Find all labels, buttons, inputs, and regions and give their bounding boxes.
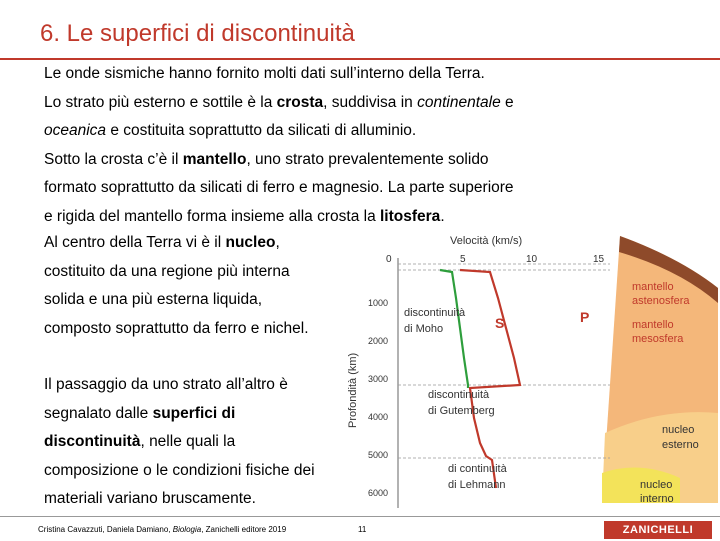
x-tick-15: 15 — [593, 254, 605, 265]
text-span: Lo strato più esterno e sottile è la — [44, 93, 277, 111]
velocity-axis-label: Velocità (km/s) — [450, 235, 523, 247]
y-tick-3000: 3000 — [368, 374, 389, 384]
lehmann-label-line2: di Lehmann — [448, 479, 506, 491]
gutenberg-label-line2: di Gutemberg — [428, 405, 495, 417]
y-tick-6000: 6000 — [368, 488, 389, 498]
text-span: , uno strato prevalentemente solido — [246, 150, 489, 168]
text-line: Il passaggio da uno strato all’altro è — [44, 376, 288, 393]
moho-label-line1: discontinuità — [404, 307, 466, 319]
p-wave-curve — [460, 270, 520, 488]
text-span: , — [275, 234, 280, 251]
text-line — [44, 428, 364, 457]
lehmann-label-line1: di continuità — [448, 463, 507, 475]
text-line — [44, 229, 364, 258]
x-tick-0: 0 — [386, 254, 392, 265]
text-span: Cristina Cavazzuti, Daniela Damiano, — [38, 525, 173, 534]
text-line: solida e una più esterna liquida, — [44, 291, 263, 308]
layer-astenosfera-line1: mantello — [632, 281, 674, 293]
page-number: 11 — [358, 525, 367, 534]
depth-axis-label: Profondità (km) — [347, 352, 359, 428]
text-line: formato soprattutto da silicati di ferro e magnesio. La parte superiore — [44, 179, 514, 196]
term-discontinuita: discontinuità — [44, 433, 141, 450]
seismic-velocity-diagram — [340, 228, 720, 518]
slide-footer — [0, 516, 720, 541]
s-wave-curve — [440, 270, 468, 388]
text-span: , nelle quali la — [140, 433, 236, 450]
text-span: e costituita soprattutto da silicati di alluminio. — [106, 122, 417, 139]
text-line: materiali variano bruscamente. — [44, 490, 256, 507]
text-span: Al centro della Terra vi è il — [44, 234, 226, 251]
text-span: e rigida del mantello forma insieme alla crosta la — [44, 207, 380, 225]
text-line — [44, 117, 604, 146]
text-span: segnalato dalle — [44, 404, 153, 422]
layer-nucleo-interno-line2: interno — [640, 493, 674, 505]
term-oceanica: oceanica — [44, 122, 107, 139]
term-mantello: mantello — [182, 150, 247, 168]
text-span: Sotto la crosta c’è il — [44, 150, 183, 168]
text-span: , suddivisa in — [323, 93, 418, 111]
layer-mesosfera-line1: mantello — [632, 319, 674, 331]
paragraph-crust-mantle — [44, 60, 604, 231]
text-line: costituito da una regione più interna — [44, 262, 290, 280]
p-wave-label: P — [580, 309, 590, 325]
text-line: Le onde sismiche hanno fornito molti dati sull’interno della Terra. — [44, 65, 485, 82]
text-line — [44, 203, 604, 232]
y-tick-2000: 2000 — [368, 336, 389, 346]
book-title: Biologia — [172, 525, 202, 534]
publisher-logo: ZANICHELLI — [604, 521, 712, 539]
text-line: composizione o le condizioni fisiche dei — [44, 461, 315, 479]
gutenberg-label-line1: discontinuità — [428, 389, 490, 401]
text-span: . — [440, 207, 445, 225]
text-span: , Zanichelli editore 2019 — [201, 525, 287, 534]
footer-credit — [38, 525, 286, 534]
slide-title: 6. Le superfici di discontinuità — [40, 20, 355, 47]
paragraph-discontinuita — [44, 371, 364, 514]
layer-mesosfera-line2: mesosfera — [632, 333, 684, 345]
x-tick-5: 5 — [460, 254, 466, 265]
y-tick-4000: 4000 — [368, 412, 389, 422]
y-tick-5000: 5000 — [368, 450, 389, 460]
layer-astenosfera-line2: astenosfera — [632, 295, 690, 307]
paragraph-nucleo — [44, 229, 364, 343]
layer-nucleo-esterno-line2: esterno — [662, 439, 699, 451]
moho-label-line2: di Moho — [404, 323, 444, 335]
text-span: e — [500, 93, 514, 111]
y-tick-1000: 1000 — [368, 298, 389, 308]
layer-nucleo-esterno-line1: nucleo — [662, 424, 695, 436]
text-line — [44, 146, 604, 175]
term-nucleo: nucleo — [225, 234, 276, 251]
text-line: composto soprattutto da ferro e nichel. — [44, 319, 309, 337]
text-line — [44, 400, 364, 429]
term-crosta: crosta — [276, 93, 324, 111]
term-superfici-di: superfici di — [152, 404, 236, 422]
text-line — [44, 89, 604, 118]
s-wave-label: S — [495, 315, 505, 331]
term-continentale: continentale — [417, 93, 501, 111]
term-litosfera: litosfera — [380, 207, 441, 225]
layer-nucleo-interno-line1: nucleo — [640, 479, 673, 491]
x-tick-10: 10 — [526, 254, 538, 265]
